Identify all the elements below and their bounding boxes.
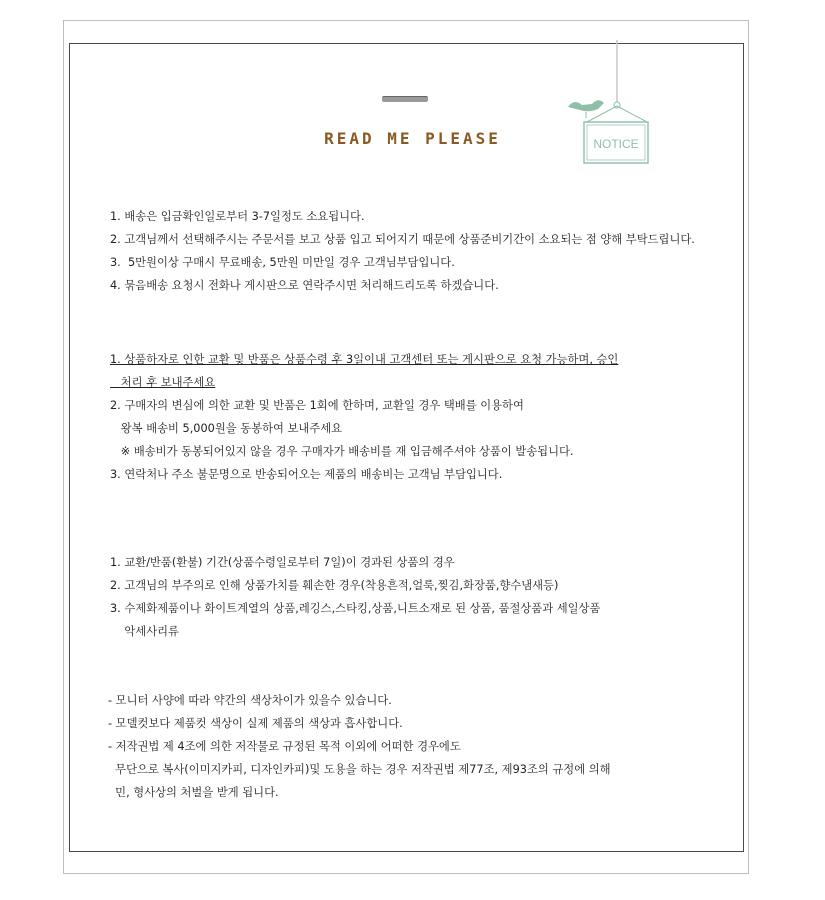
list-item: 민, 형사상의 처벌을 받게 됩니다. — [108, 786, 279, 799]
list-item: 3. 연락처나 주소 불문명으로 반송되어오는 제품의 배송비는 고객님 부담입니다. — [110, 468, 503, 481]
delivery-info — [110, 205, 695, 297]
lamp-icon — [382, 96, 428, 102]
list-item: 악세사리류 — [110, 625, 179, 638]
list-item: 2. 구매자의 변심에 의한 교환 및 반품은 1회에 한하며, 교환일 경우 택배를 이용하여 — [110, 399, 524, 412]
list-item: 2. 고객님께서 선택해주시는 주문서를 보고 상품 입고 되어지기 때문에 상품준비기간이 소요되는 점 양해 부탁드립니다. — [110, 233, 695, 246]
page-title: READ ME PLEASE — [324, 129, 501, 148]
list-item: - 모니터 사양에 따라 약간의 색상차이가 있을수 있습니다. — [108, 694, 392, 707]
list-item: 처리 후 보내주세요 — [110, 376, 216, 389]
list-item: ※ 배송비가 동봉되어있지 않을 경우 구매자가 배송비를 재 입금해주셔야 상품이 발송됩니다. — [110, 445, 574, 458]
list-item: - 저작권법 제 4조에 의한 저작물로 규정된 목적 이외에 어떠한 경우에도 — [108, 740, 461, 753]
list-item: 1. 배송은 입금확인일로부터 3-7일정도 소요됩니다. — [110, 210, 365, 223]
list-item: 3. 수제화제품이나 화이트계열의 상품,레깅스,스타킹,상품,니트소재로 된 상품, 품절상품과 세일상품 — [110, 602, 601, 615]
exchange-info — [110, 348, 618, 486]
list-item: - 모델컷보다 제품컷 색상이 실제 제품의 색상과 흡사합니다. — [108, 717, 403, 730]
notice-label: NOTICE — [593, 137, 639, 151]
non-returnable-info — [110, 551, 600, 643]
list-item: 4. 묶음배송 요청시 전화나 게시판으로 연락주시면 처리해드리도록 하겠습니다. — [110, 279, 499, 292]
list-item: 왕복 배송비 5,000원을 동봉하여 보내주세요 — [110, 422, 343, 435]
list-item: 무단으로 복사(이미지카피, 디자인카피)및 도용을 하는 경우 저작권법 제77조, 제93조의 규정에 의해 — [108, 763, 611, 776]
list-item: 2. 고객님의 부주의로 인해 상품가치를 훼손한 경우(착용흔적,얼룩,찢김,화장품,향수냄새등) — [110, 579, 559, 592]
bird-icon — [568, 100, 604, 111]
notes-info — [108, 689, 611, 804]
list-item: 1. 상품하자로 인한 교환 및 반품은 상품수령 후 3일이내 고객센터 또는 게시판으로 요청 가능하며, 승인 — [110, 353, 619, 366]
list-item: 1. 교환/반품(환불) 기간(상품수령일로부터 7일)이 경과된 상품의 경우 — [110, 556, 455, 569]
list-item: 3. 5만원이상 구매시 무료배송, 5만원 미만일 경우 고객님부담입니다. — [110, 256, 455, 269]
